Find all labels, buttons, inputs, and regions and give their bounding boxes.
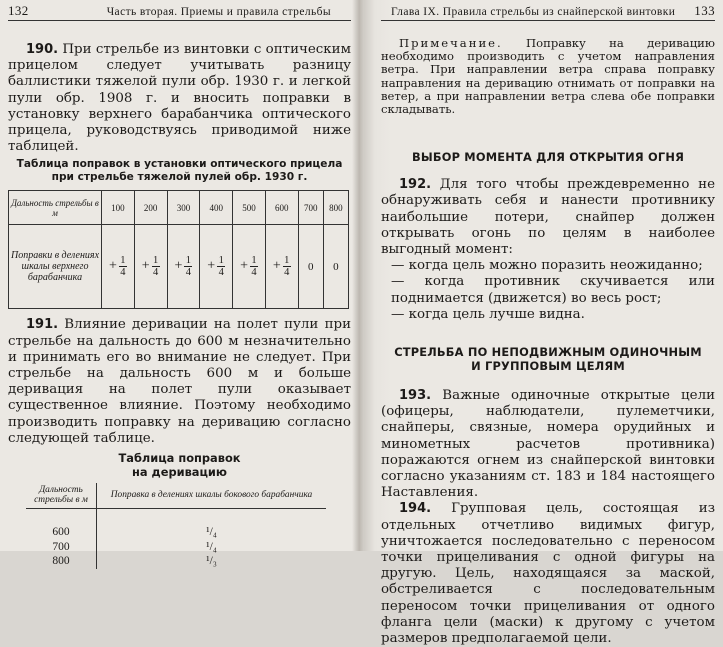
list-item: — когда цель лучше видна. xyxy=(391,306,585,322)
table2-correction: ¹/₃ xyxy=(97,554,327,569)
table1-distance-cell: 700 xyxy=(298,191,323,225)
table1-distance-cell: 300 xyxy=(167,191,200,225)
drift-correction-table xyxy=(26,483,326,569)
paragraph-193-number: 193. xyxy=(399,388,432,404)
paragraph-190 xyxy=(8,42,351,155)
paragraph-193-text: Важные одиночные открытые цели (офицеры, наблюдатели, пулеметчики, снайперы, связные, номера орудийных и минометных расчетов противника) поражаются огнем из снайперской винтовки согласно указаниям ст. 183 и 184 настоящего Наставления. xyxy=(381,388,715,501)
plus-sign: + xyxy=(174,258,183,274)
fraction-denominator: 4 xyxy=(120,267,126,279)
paragraph-191-number: 191. xyxy=(26,317,59,333)
fraction-numerator: 1 xyxy=(153,255,159,267)
fraction xyxy=(283,255,291,278)
note-text: Поправку на деривацию необходимо производить с учетом направления ветра. При направлении ветра справа поправку направления на деривацию отнимать от поправки на ветер, а при направлении ветра слева обе поправки складывать. xyxy=(381,36,715,117)
table2-caption-line2: на деривацию xyxy=(132,465,227,480)
fraction xyxy=(217,255,225,278)
right-page xyxy=(361,0,723,647)
plus-sign: + xyxy=(108,258,117,274)
paragraph-191 xyxy=(8,317,351,447)
table1-caption-line2: при стрельбе тяжелой пулей обр. 1930 г. xyxy=(51,171,308,184)
table1-correction-cell: 0 xyxy=(323,225,348,309)
plus-sign: + xyxy=(141,258,150,274)
plus-sign: + xyxy=(207,258,216,274)
fraction xyxy=(119,255,127,278)
table1-distance-row xyxy=(9,191,349,225)
table1-distance-cell: 600 xyxy=(265,191,298,225)
book-gutter xyxy=(352,0,364,551)
table1-correction-label: Поправки в делениях шкалы верхнего барабанчика xyxy=(9,225,102,309)
table1-caption xyxy=(8,158,351,184)
table-row xyxy=(26,540,326,555)
left-running-head: Часть вторая. Приемы и правила стрельбы xyxy=(106,6,331,18)
paragraph-194-text: Групповая цель, состоящая из отдельных отчетливо видимых фигур, уничтожается последовательно с переносом точки прицеливания с одной фигуры на другую. Цель, находящаяся за маской, обстреливается с последовательным переносом точки прицеливания от одного фланга цели (маски) к другому с учетом размеров предполагаемой цели. xyxy=(381,501,715,647)
table2-distance: 800 xyxy=(52,555,70,568)
paragraph-192 xyxy=(381,177,715,258)
left-running-header xyxy=(8,0,351,21)
left-page-number: 132 xyxy=(8,3,29,18)
fraction-denominator: 4 xyxy=(284,267,290,279)
list-item: — когда цель можно поразить неожиданно; xyxy=(391,258,703,274)
paragraph-191-text: Влияние деривации на полет пули при стрельбе на дальность до 600 м незначительно и принимать его во внимание не следует. При стрельбе на дальность 600 м и больше деривация на полет пули оказывает существенное влияние. Поэтому необходимо производить поправку на деривацию согласно следующей таблице. xyxy=(8,317,351,446)
fraction xyxy=(152,255,160,278)
paragraph-190-text: При стрельбе из винтовки с оптическим прицелом следует учитывать разницу баллистики тяжелой пули обр. 1930 г. и легкой пули обр. 1908 г. и вносить поправки в установку верхнего барабанчика оптического прицела, руководствуясь приводимой ниже таблицей. xyxy=(8,42,351,155)
plus-sign: + xyxy=(272,258,281,274)
table1-distance-cell: 500 xyxy=(233,191,266,225)
plus-sign: + xyxy=(240,258,248,274)
table1-correction-cell xyxy=(167,225,200,309)
section-heading-stationary-targets xyxy=(381,345,715,373)
fraction-denominator: 4 xyxy=(153,267,159,279)
table2-distance: 600 xyxy=(52,526,70,539)
table1-correction-cell xyxy=(265,225,298,309)
table1-correction-row xyxy=(9,225,349,309)
table2-caption xyxy=(8,451,351,479)
table1-distance-cell: 400 xyxy=(200,191,233,225)
section-heading-fire-moment: ВЫБОР МОМЕНТА ДЛЯ ОТКРЫТИЯ ОГНЯ xyxy=(411,150,685,165)
fraction-denominator: 4 xyxy=(185,267,192,279)
table2-distance: 700 xyxy=(52,540,70,553)
right-running-header xyxy=(381,0,715,21)
right-running-head: Глава IX. Правила стрельбы из снайперской винтовки xyxy=(391,6,676,18)
paragraph-192-number: 192. xyxy=(399,177,432,193)
note-label: Примечание. xyxy=(399,36,503,50)
fraction-numerator: 1 xyxy=(120,255,126,267)
paragraph-190-number: 190. xyxy=(26,42,59,57)
table1-distance-cell: 800 xyxy=(323,191,348,225)
fraction-denominator: 4 xyxy=(218,267,224,279)
left-page xyxy=(0,0,361,568)
paragraph-194 xyxy=(381,501,715,647)
paragraph-194-number: 194. xyxy=(399,501,432,517)
table1-correction-cell xyxy=(134,225,167,309)
table1-distance-label: Дальность стрельбы в м xyxy=(9,191,102,225)
table2-caption-line1: Таблица поправок xyxy=(118,451,241,466)
table1-distance-cell: 100 xyxy=(102,191,135,225)
fraction-denominator: 4 xyxy=(251,267,257,279)
table2-col-correction: Поправка в делениях шкалы бокового барабанчика xyxy=(97,483,327,509)
table1-correction-cell xyxy=(233,225,266,309)
table2-header-row xyxy=(26,483,326,509)
right-page-number: 133 xyxy=(694,3,715,18)
heading2-line2: И ГРУППОВЫМ ЦЕЛЯМ xyxy=(471,359,625,374)
table1-distance-cell: 200 xyxy=(134,191,167,225)
scope-correction-table xyxy=(8,190,349,309)
table1-correction-cell: 0 xyxy=(298,225,323,309)
table2-correction: ¹/₄ xyxy=(97,525,327,540)
fraction-numerator: 1 xyxy=(251,255,257,267)
paragraph-192-text: Для того чтобы преждевременно не обнаруживать себя и нанести противнику наибольшие потери, снайпер должен открывать огонь по целям в наиболее выгодный момент: xyxy=(381,177,715,258)
table-row xyxy=(26,525,326,540)
fraction-numerator: 1 xyxy=(185,255,192,267)
table2-col-distance: Дальность стрельбы в м xyxy=(26,483,97,509)
fraction-numerator: 1 xyxy=(218,255,224,267)
table1-caption-line1: Таблица поправок в установки оптического прицела xyxy=(16,158,343,171)
fraction xyxy=(184,255,192,278)
drift-note xyxy=(381,37,715,116)
list-item: — когда противник скучивается или поднимается (движется) во весь рост; xyxy=(391,274,715,306)
table1-correction-cell xyxy=(102,225,135,309)
fraction-numerator: 1 xyxy=(284,255,290,267)
table1-correction-cell xyxy=(200,225,233,309)
table-row xyxy=(26,554,326,569)
paragraph-193 xyxy=(381,388,715,501)
table2-spacer-row xyxy=(26,509,326,526)
table2-correction: ¹/₄ xyxy=(97,540,327,555)
heading2-line1: СТРЕЛЬБА ПО НЕПОДВИЖНЫМ ОДИНОЧНЫМ xyxy=(394,345,702,360)
fraction xyxy=(250,255,258,278)
